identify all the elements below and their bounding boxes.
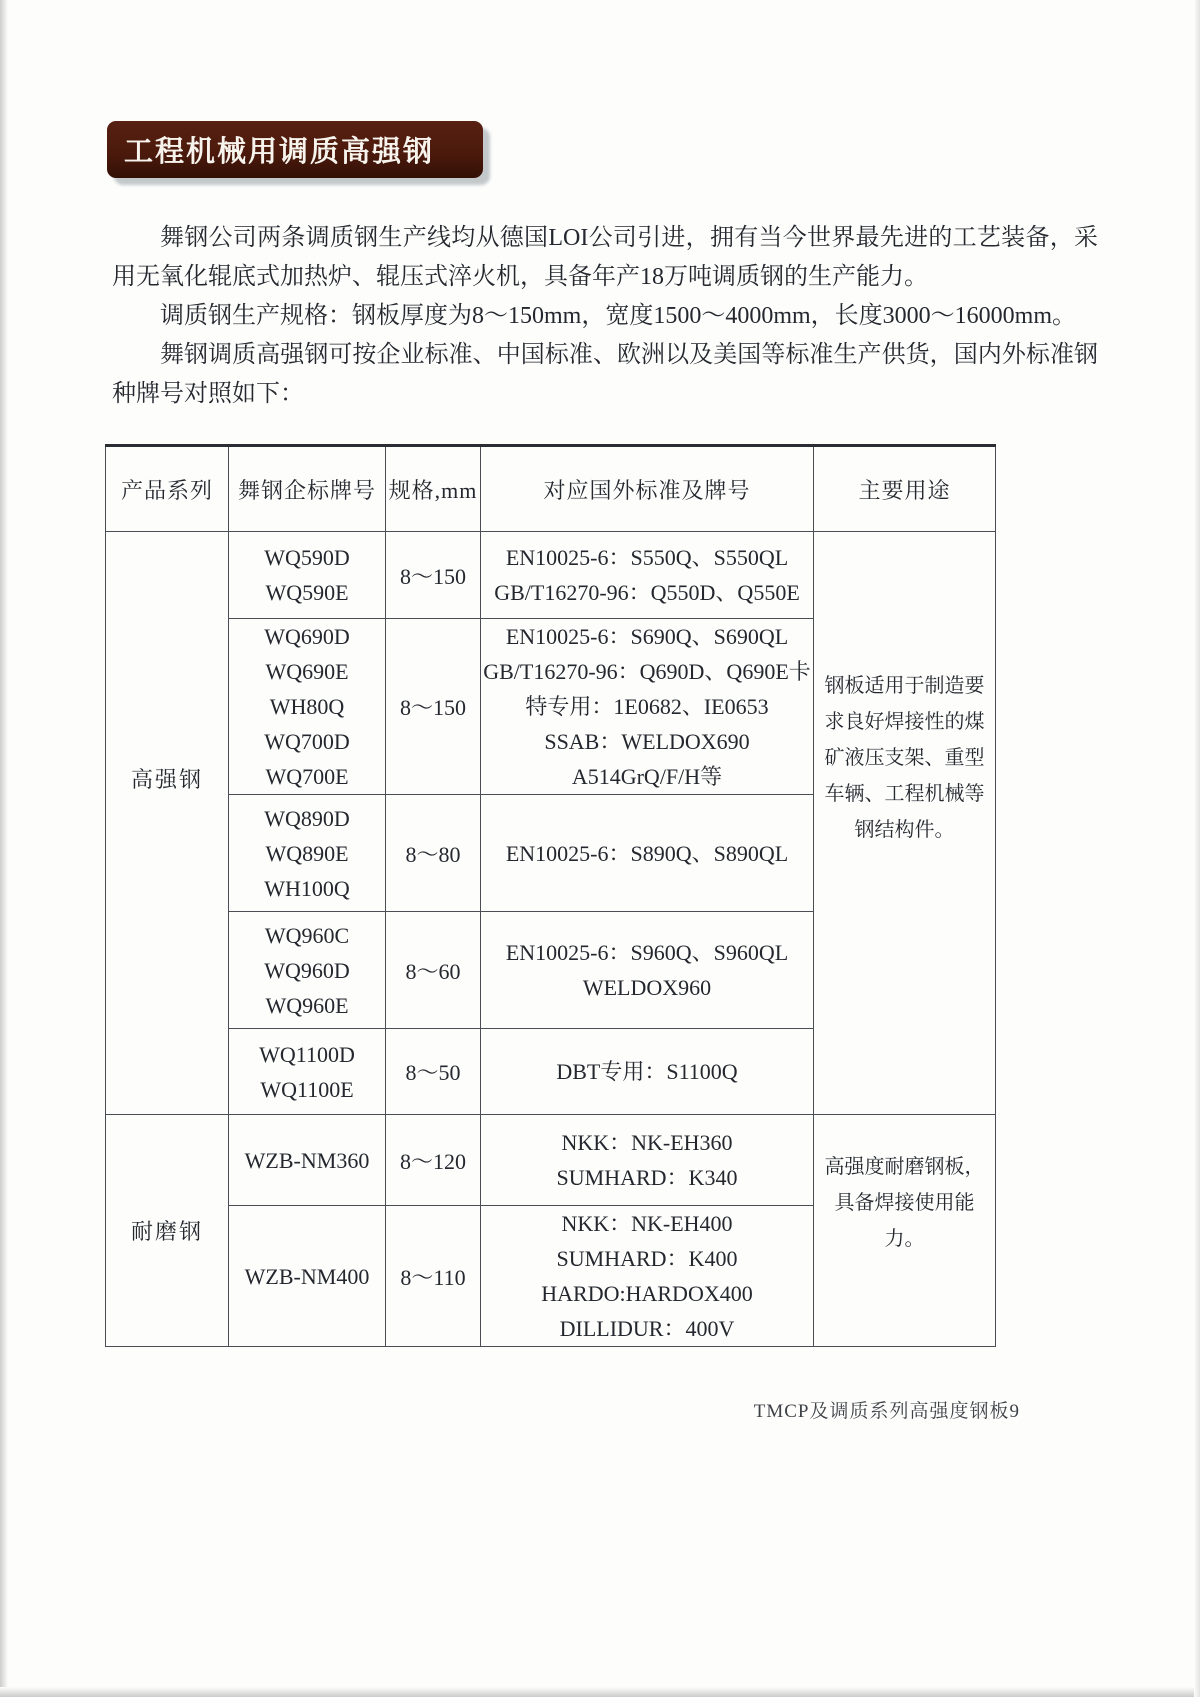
- usage-cell: 高强度耐磨钢板，具备焊接使用能力。: [814, 1115, 996, 1347]
- brand-line: WQ890E: [265, 840, 349, 866]
- standard-line: EN10025-6：S890Q、S890QL: [505, 840, 789, 866]
- brand-line: WQ1100D: [259, 1041, 355, 1067]
- section-title: 工程机械用调质高强钢: [124, 136, 435, 168]
- table-header-row: [106, 446, 996, 532]
- standard-line: A514GrQ/F/H等: [571, 764, 723, 789]
- standard-line: DBT专用：S1100Q: [556, 1059, 738, 1084]
- brand-line: WQ960E: [265, 992, 349, 1018]
- standard-line: 特专用：1E0682、IE0653: [525, 694, 769, 719]
- brands-cell: [229, 795, 386, 912]
- column-header-brand: 舞钢企标牌号: [229, 446, 386, 532]
- standard-line: WELDOX960: [582, 975, 712, 1000]
- standard-line: GB/T16270-96：Q550D、Q550E: [494, 580, 800, 605]
- brands-cell: [229, 1206, 386, 1347]
- series-cell: 耐磨钢: [106, 1115, 229, 1347]
- brands-cell: [229, 1029, 386, 1115]
- column-header-spec: 规格,mm: [386, 446, 481, 532]
- brand-line: WQ960C: [264, 922, 350, 948]
- table-row: [106, 1115, 996, 1206]
- scan-edge-left: [0, 0, 8, 1697]
- spec-cell: 8～80: [386, 795, 481, 912]
- spec-cell: 8～110: [386, 1206, 481, 1347]
- brands-cell: [229, 619, 386, 795]
- brand-line: WH80Q: [269, 694, 345, 719]
- brands-cell: [229, 532, 386, 619]
- brand-line: WQ690D: [264, 624, 350, 649]
- brand-line: WZB-NM400: [244, 1263, 370, 1289]
- standard-line: NKK：NK-EH400: [561, 1211, 733, 1236]
- standard-line: GB/T16270-96：Q690D、Q690E卡: [483, 659, 811, 684]
- standards-cell: [481, 1206, 814, 1347]
- brand-line: WQ590E: [265, 580, 349, 605]
- paragraph-standards-intro: 舞钢调质高强钢可按企业标准、中国标准、欧洲以及美国等标准生产供货，国内外标准钢种牌号对照如下：: [112, 342, 1098, 407]
- page-footer: TMCP及调质系列高强度钢板9: [753, 1401, 1020, 1422]
- brand-line: WQ890D: [264, 805, 350, 831]
- standards-cell: [481, 619, 814, 795]
- scan-edge-bottom: [0, 1687, 1200, 1697]
- section-title-banner: [107, 121, 483, 178]
- scan-edge-right: [1194, 0, 1200, 1697]
- standard-line: DILLIDUR：400V: [559, 1316, 735, 1341]
- brand-line: WQ700D: [264, 729, 350, 754]
- brand-line: WQ960D: [264, 957, 350, 983]
- column-header-usage: 主要用途: [814, 446, 996, 532]
- brand-line: WH100Q: [264, 875, 350, 901]
- paragraph-production-specs: 调质钢生产规格：钢板厚度为8～150mm，宽度1500～4000mm，长度3000～16000mm。: [160, 303, 1077, 329]
- table-body: [106, 532, 996, 1347]
- table-header: [106, 446, 996, 532]
- usage-cell: 钢板适用于制造要求良好焊接性的煤矿液压支架、重型车辆、工程机械等钢结构件。: [814, 532, 996, 1115]
- standard-line: SSAB：WELDOX690: [544, 729, 750, 754]
- standard-line: EN10025-6：S690Q、S690QL: [505, 624, 789, 649]
- standard-line: SUMHARD：K340: [556, 1165, 738, 1190]
- column-header-standards: 对应国外标准及牌号: [481, 446, 814, 532]
- spec-cell: 8～120: [386, 1115, 481, 1206]
- standard-line: SUMHARD：K400: [556, 1246, 738, 1271]
- series-cell: 高强钢: [106, 532, 229, 1115]
- standards-cell: [481, 795, 814, 912]
- spec-cell: 8～150: [386, 532, 481, 619]
- standards-cell: [481, 532, 814, 619]
- brand-line: WQ700E: [265, 764, 349, 789]
- standard-line: NKK：NK-EH360: [561, 1130, 733, 1155]
- paragraph-company-intro: 舞钢公司两条调质钢生产线均从德国LOI公司引进，拥有当今世界最先进的工艺装备，采用无氧化辊底式加热炉、辊压式淬火机，具备年产18万吨调质钢的生产能力。: [112, 225, 1098, 290]
- standard-line: HARDO:HARDOX400: [541, 1281, 753, 1306]
- standards-cell: [481, 1115, 814, 1206]
- standard-line: EN10025-6：S550Q、S550QL: [505, 545, 789, 570]
- brand-line: WZB-NM360: [244, 1147, 370, 1173]
- standard-line: EN10025-6：S960Q、S960QL: [505, 940, 789, 965]
- brand-line: WQ590D: [264, 545, 350, 570]
- spec-cell: 8～60: [386, 912, 481, 1029]
- intro-paragraphs: [112, 219, 1098, 414]
- standards-cell: [481, 912, 814, 1029]
- steel-grades-table: [105, 444, 996, 1347]
- brand-line: WQ1100E: [260, 1076, 354, 1102]
- brand-line: WQ690E: [265, 659, 349, 684]
- brands-cell: [229, 1115, 386, 1206]
- spec-cell: 8～50: [386, 1029, 481, 1115]
- standards-cell: [481, 1029, 814, 1115]
- column-header-series: 产品系列: [106, 446, 229, 532]
- table-row: [106, 532, 996, 619]
- spec-cell: 8～150: [386, 619, 481, 795]
- brands-cell: [229, 912, 386, 1029]
